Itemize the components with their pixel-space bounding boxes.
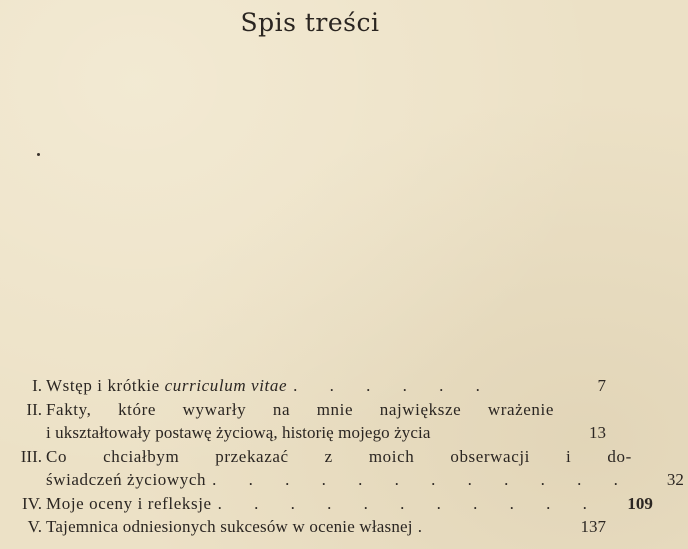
chapter-title-line: świadczeń życiowych . . . . . . . . . . . . — [46, 470, 632, 489]
toc-entry-1 — [10, 374, 610, 398]
chapter-title-line: Wstęp i krótkie curriculum vitae . . . . . . — [46, 376, 494, 395]
page-number: 7 — [597, 376, 606, 395]
toc-entry-2 — [10, 398, 610, 445]
toc-entry-5 — [10, 515, 610, 539]
chapter-title-line: i ukształtowały postawę życiową, historię mojego życia — [46, 423, 431, 442]
chapter-title — [46, 445, 632, 492]
toc-entry-3 — [10, 445, 684, 492]
chapter-title-line: Fakty, które wywarły na mnie największe wrażenie — [46, 399, 554, 419]
chapter-number: III. — [20, 446, 42, 466]
chapter-title — [46, 492, 601, 516]
page-number: 109 — [627, 493, 653, 513]
dot-leader: . . . . . . . . . . . — [217, 493, 601, 513]
chapter-number: II. — [26, 399, 42, 419]
chapter-title-italic: curriculum vitae — [164, 376, 288, 395]
page-number: 32 — [666, 470, 684, 489]
chapter-title — [46, 515, 554, 539]
dot-leader: . — [417, 517, 436, 536]
chapter-title-line: Tajemnica odniesionych sukcesów w ocenie własnej . — [46, 517, 436, 536]
dot-leader: . . . . . . . . . . . . — [212, 470, 632, 489]
chapter-number: IV. — [22, 493, 42, 513]
toc-entry-4 — [10, 492, 653, 516]
table-of-contents — [10, 374, 684, 539]
page-number: 137 — [580, 517, 606, 536]
dot-leader: . . . . . . — [293, 376, 494, 395]
chapter-number: I. — [32, 376, 42, 395]
chapter-number: V. — [27, 517, 42, 536]
page-title: Spis treści — [240, 8, 380, 37]
chapter-title-line: Moje oceny i refleksje . . . . . . . . . . . — [46, 493, 601, 513]
chapter-title — [46, 374, 554, 398]
ink-speck — [37, 153, 40, 156]
chapter-title-line: Co chciałbym przekazać z moich obserwacji i do- — [46, 446, 632, 466]
page-number: 13 — [589, 423, 606, 442]
chapter-title — [46, 398, 554, 445]
